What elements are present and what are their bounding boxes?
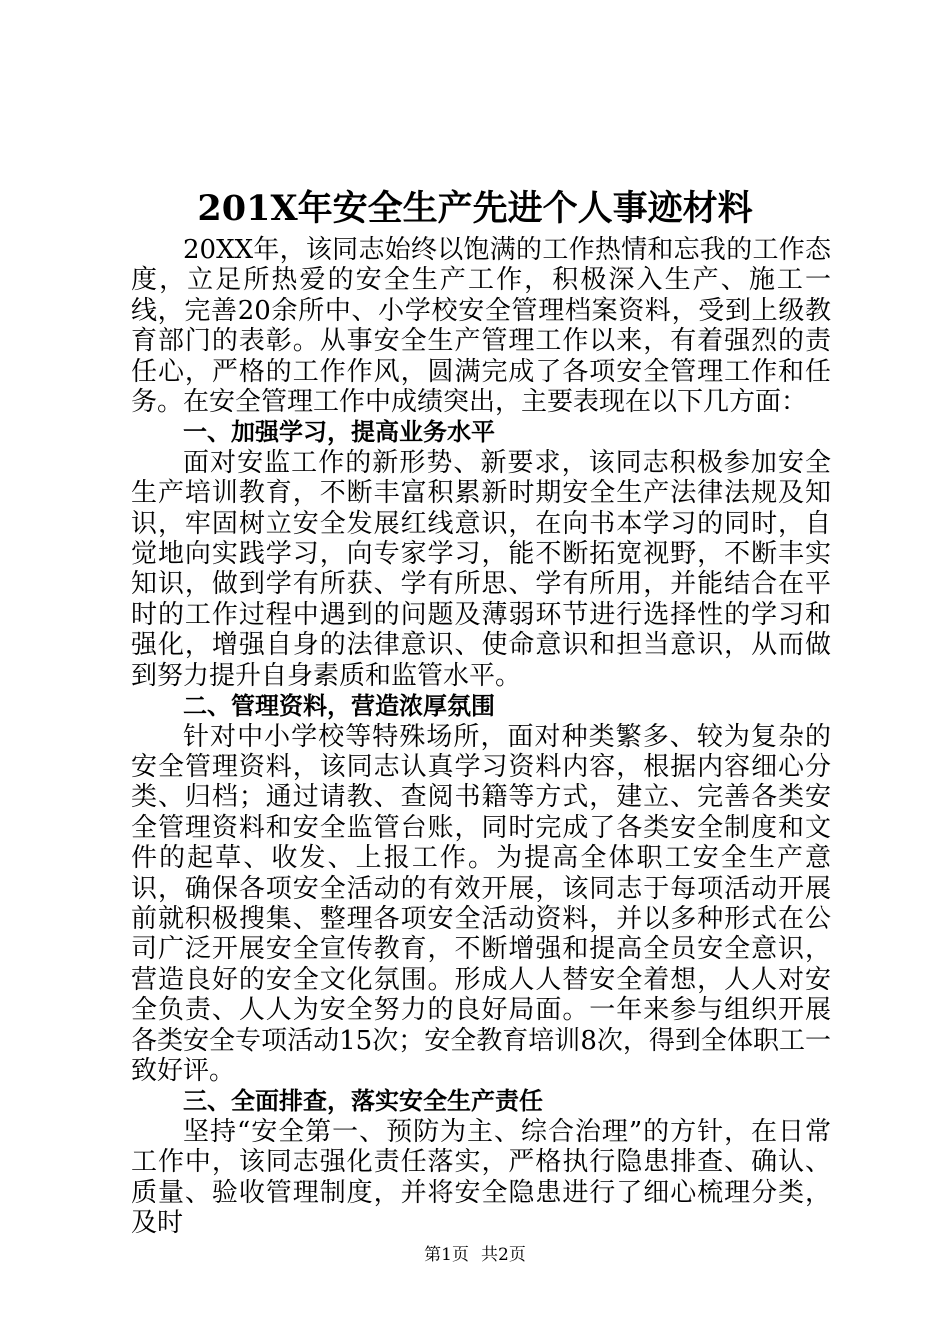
- document-title: 201X年安全生产先进个人事迹材料: [197, 188, 753, 229]
- page-total: 共2页: [481, 1245, 526, 1265]
- section-1-heading: 一、加强学习，提高业务水平: [183, 418, 495, 447]
- document-body: [131, 235, 831, 1238]
- page-number: 第1页: [424, 1245, 469, 1265]
- section-2-heading: 二、管理资料，营造浓厚氛围: [183, 692, 495, 721]
- page-footer: [0, 1243, 950, 1267]
- section-3-heading: 三、全面排查，落实安全生产责任: [183, 1087, 543, 1116]
- section-2-paragraph: 针对中小学校等特殊场所，面对种类繁多、较为复杂的安全管理资料，该同志认真学习资料内容，根据内容细心分类、归档；通过请教、查阅书籍等方式，建立、完善各类安全管理资料和安全监管台账，同时完成了各类安全制度和文件的起草、收发、上报工作。为提高全体职工安全生产意识，确保各项安全活动的有效开展，该同志于每项活动开展前就积极搜集、整理各项安全活动资料，并以多种形式在公司广泛开展安全宣传教育，不断增强和提高全员安全意识，营造良好的安全文化氛围。形成人人替安全着想，人人对安全负责、人人为安全努力的良好局面。一年来参与组织开展各类安全专项活动15次；安全教育培训8次，得到全体职工一致好评。: [131, 721, 831, 1086]
- section-1-paragraph: 面对安监工作的新形势、新要求，该同志积极参加安全生产培训教育，不断丰富积累新时期安全生产法律法规及知识，牢固树立安全发展红线意识，在向书本学习的同时，自觉地向实践学习，向专家学习，能不断拓宽视野，不断丰实知识，做到学有所获、学有所思、学有所用，并能结合在平时的工作过程中遇到的问题及薄弱环节进行选择性的学习和强化，增强自身的法律意识、使命意识和担当意识，从而做到努力提升自身素质和监管水平。: [131, 447, 831, 691]
- intro-paragraph: 20XX年，该同志始终以饱满的工作热情和忘我的工作态度，立足所热爱的安全生产工作，积极深入生产、施工一线，完善20余所中、小学校安全管理档案资料，受到上级教育部门的表彰。从事安全生产管理工作以来，有着强烈的责任心，严格的工作作风，圆满完成了各项安全管理工作和任务。在安全管理工作中成绩突出，主要表现在以下几方面：: [131, 235, 831, 418]
- section-3-paragraph: 坚持“安全第一、预防为主、综合治理”的方针，在日常工作中，该同志强化责任落实，严格执行隐患排查、确认、质量、验收管理制度，并将安全隐患进行了细心梳理分类，及时: [131, 1116, 831, 1238]
